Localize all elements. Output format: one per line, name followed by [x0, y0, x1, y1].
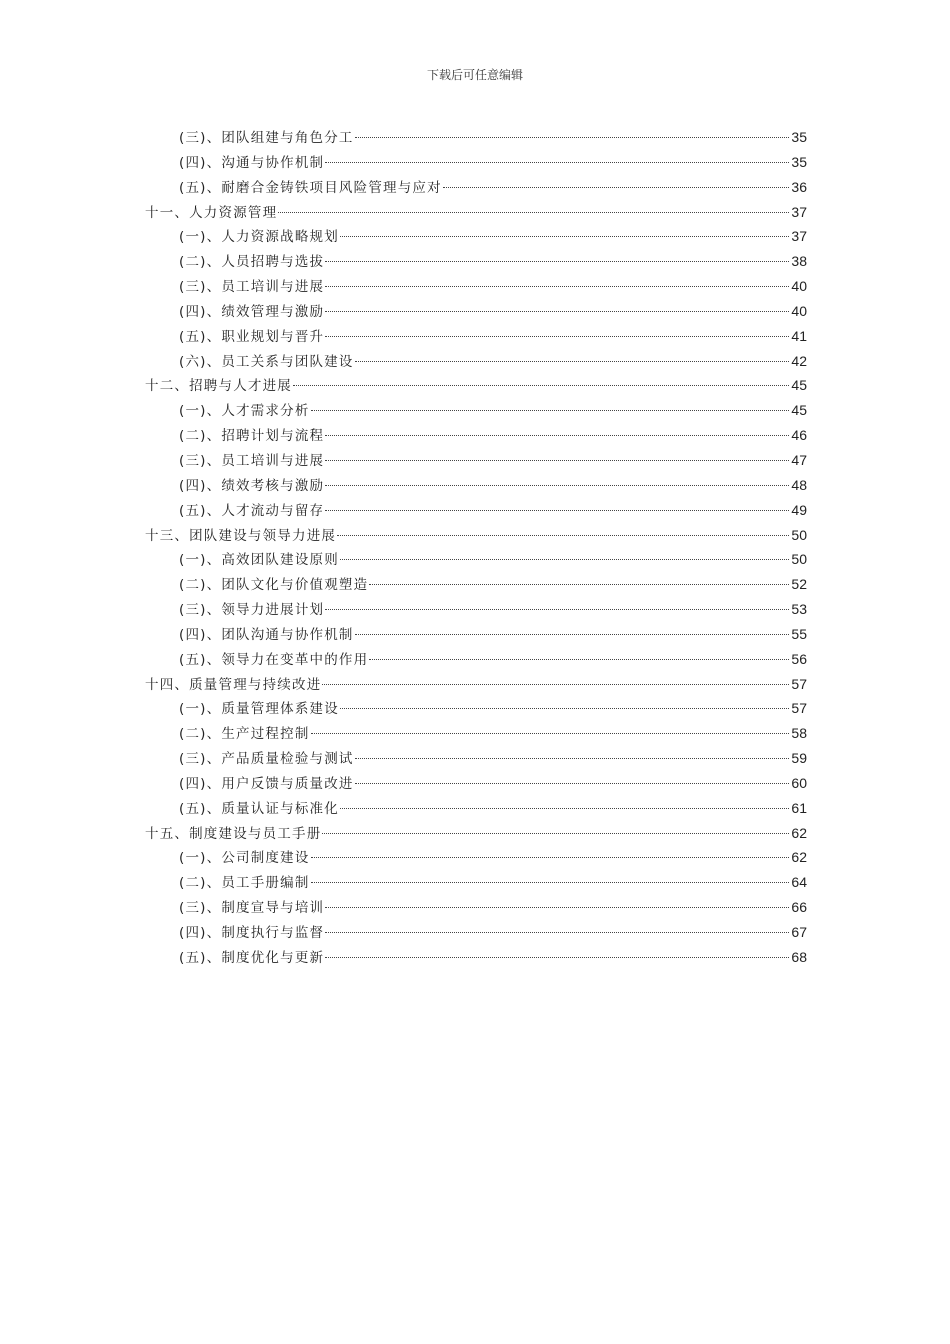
toc-entry-title: (四)、用户反馈与质量改进 — [179, 775, 354, 792]
toc-dot-leader — [337, 534, 789, 536]
toc-dot-leader — [325, 956, 789, 958]
toc-entry-title: (三)、员工培训与进展 — [179, 279, 325, 296]
toc-section-entry[interactable] — [145, 498, 807, 523]
toc-entry-title: (四)、制度执行与监督 — [179, 925, 325, 941]
toc-entry-title: (三)、领导力进展计划 — [179, 602, 325, 619]
toc-section-entry[interactable] — [145, 572, 807, 597]
toc-entry-title: (一)、公司制度建设 — [179, 850, 310, 867]
toc-entry-title: (五)、耐磨合金铸铁项目风险管理与应对 — [179, 179, 442, 196]
toc-entry-title: (二)、生产过程控制 — [179, 726, 310, 743]
toc-page-number: 57 — [791, 675, 807, 692]
toc-dot-leader — [325, 608, 789, 610]
toc-section-entry[interactable] — [145, 771, 807, 796]
toc-entry-title: (三)、员工培训与进展 — [179, 452, 325, 469]
toc-dot-leader — [340, 807, 789, 809]
toc-entry-title: (三)、团队组建与角色分工 — [179, 130, 354, 146]
toc-dot-leader — [325, 434, 789, 436]
toc-entry-title: 十三、团队建设与领导力进展 — [145, 527, 337, 544]
toc-page-number: 40 — [791, 278, 807, 295]
toc-page-number: 62 — [791, 824, 807, 841]
toc-entry-title: 十四、质量管理与持续改进 — [145, 676, 322, 693]
toc-dot-leader — [325, 335, 789, 337]
toc-page-number: 46 — [791, 427, 807, 444]
toc-entry-title: (四)、绩效考核与激励 — [179, 477, 325, 494]
toc-page-number: 45 — [791, 377, 807, 394]
toc-dot-leader — [443, 186, 790, 188]
toc-page-number: 57 — [791, 700, 807, 717]
toc-page-number: 42 — [791, 352, 807, 369]
toc-dot-leader — [278, 211, 789, 213]
toc-section-entry[interactable] — [145, 299, 807, 324]
toc-dot-leader — [325, 260, 789, 262]
toc-dot-leader — [325, 161, 789, 163]
toc-section-entry[interactable] — [145, 448, 807, 473]
toc-entry-title: (五)、领导力在变革中的作用 — [179, 651, 369, 668]
toc-entry-title: (三)、产品质量检验与测试 — [179, 751, 354, 768]
toc-page-number: 35 — [791, 153, 807, 170]
toc-entry-title: (五)、质量认证与标准化 — [179, 800, 339, 817]
toc-section-entry[interactable] — [145, 224, 807, 249]
toc-entry-title: (二)、招聘计划与流程 — [179, 428, 325, 445]
toc-dot-leader — [325, 906, 789, 908]
toc-page-number: 36 — [791, 178, 807, 195]
toc-entry-title: (五)、制度优化与更新 — [179, 949, 325, 966]
toc-dot-leader — [369, 583, 789, 585]
toc-section-entry[interactable] — [145, 870, 807, 895]
toc-dot-leader — [355, 136, 790, 138]
toc-dot-leader — [369, 658, 789, 660]
toc-entry-title: (四)、沟通与协作机制 — [179, 154, 325, 171]
toc-dot-leader — [311, 881, 790, 883]
toc-section-entry[interactable] — [145, 622, 807, 647]
toc-dot-leader — [293, 384, 789, 386]
toc-section-entry[interactable] — [145, 845, 807, 870]
toc-section-entry[interactable] — [145, 274, 807, 299]
toc-page-number: 40 — [791, 302, 807, 319]
toc-page-number: 38 — [791, 253, 807, 270]
toc-entry-title: 十五、制度建设与员工手册 — [145, 825, 322, 842]
toc-page-number: 52 — [791, 576, 807, 593]
toc-chapter-entry[interactable] — [145, 821, 807, 846]
toc-page-number: 61 — [791, 799, 807, 816]
toc-page-number: 66 — [791, 899, 807, 916]
toc-dot-leader — [355, 782, 790, 784]
toc-page-number: 58 — [791, 725, 807, 742]
toc-entry-title: 十一、人力资源管理 — [145, 204, 278, 221]
toc-chapter-entry[interactable] — [145, 200, 807, 225]
toc-page-number: 50 — [791, 526, 807, 543]
toc-section-entry[interactable] — [145, 721, 807, 746]
toc-entry-title: (四)、团队沟通与协作机制 — [179, 626, 354, 643]
toc-section-entry[interactable] — [145, 945, 807, 970]
toc-section-entry[interactable] — [145, 696, 807, 721]
toc-entry-title: (一)、人力资源战略规划 — [179, 229, 339, 246]
toc-page-number: 47 — [791, 451, 807, 468]
table-of-contents — [145, 125, 807, 970]
toc-page-number: 37 — [791, 228, 807, 245]
toc-page-number: 41 — [791, 327, 807, 344]
toc-page-number: 48 — [791, 476, 807, 493]
toc-section-entry[interactable] — [145, 150, 807, 175]
toc-page-number: 56 — [791, 650, 807, 667]
toc-section-entry[interactable] — [145, 423, 807, 448]
toc-entry-title: (一)、人才需求分析 — [179, 403, 310, 420]
toc-dot-leader — [340, 707, 789, 709]
toc-chapter-entry[interactable] — [145, 672, 807, 697]
toc-dot-leader — [311, 856, 790, 858]
toc-dot-leader — [322, 832, 789, 834]
toc-section-entry[interactable] — [145, 324, 807, 349]
toc-page-number: 68 — [791, 948, 807, 965]
toc-section-entry[interactable] — [145, 547, 807, 572]
toc-dot-leader — [325, 285, 789, 287]
toc-dot-leader — [325, 310, 789, 312]
toc-dot-leader — [340, 558, 789, 560]
toc-chapter-entry[interactable] — [145, 523, 807, 548]
toc-dot-leader — [355, 633, 790, 635]
toc-dot-leader — [340, 235, 789, 237]
toc-dot-leader — [325, 931, 789, 933]
toc-entry-title: (三)、制度宣导与培训 — [179, 900, 325, 917]
toc-section-entry[interactable] — [145, 920, 807, 945]
toc-dot-leader — [322, 683, 789, 685]
toc-section-entry[interactable] — [145, 473, 807, 498]
toc-entry-title: (四)、绩效管理与激励 — [179, 303, 325, 320]
toc-entry-title: (五)、人才流动与留存 — [179, 502, 325, 519]
toc-section-entry[interactable] — [145, 597, 807, 622]
toc-entry-title: (六)、员工关系与团队建设 — [179, 353, 354, 370]
page-header: 下载后可任意编辑 — [426, 68, 523, 82]
toc-page-number: 50 — [791, 551, 807, 568]
toc-dot-leader — [325, 484, 789, 486]
toc-entry-title: (一)、质量管理体系建设 — [179, 701, 339, 718]
toc-section-entry[interactable] — [145, 746, 807, 771]
toc-entry-title: 十二、招聘与人才进展 — [145, 378, 292, 395]
toc-entry-title: (一)、高效团队建设原则 — [179, 552, 339, 569]
toc-section-entry[interactable] — [145, 125, 807, 150]
toc-entry-title: (二)、团队文化与价值观塑造 — [179, 577, 369, 594]
toc-page-number: 45 — [791, 402, 807, 419]
toc-dot-leader — [311, 732, 790, 734]
toc-section-entry[interactable] — [145, 175, 807, 200]
toc-page-number: 59 — [791, 750, 807, 767]
toc-page-number: 53 — [791, 601, 807, 618]
toc-page-number: 67 — [791, 924, 807, 940]
toc-page-number: 35 — [791, 129, 807, 145]
toc-chapter-entry[interactable] — [145, 373, 807, 398]
toc-dot-leader — [355, 757, 790, 759]
toc-page-number: 55 — [791, 625, 807, 642]
toc-dot-leader — [355, 360, 790, 362]
toc-section-entry[interactable] — [145, 796, 807, 821]
toc-section-entry[interactable] — [145, 895, 807, 920]
toc-page-number: 49 — [791, 501, 807, 518]
toc-dot-leader — [311, 409, 790, 411]
toc-page-number: 37 — [791, 203, 807, 220]
toc-entry-title: (五)、职业规划与晋升 — [179, 328, 325, 345]
toc-dot-leader — [325, 509, 789, 511]
toc-dot-leader — [325, 459, 789, 461]
toc-entry-title: (二)、员工手册编制 — [179, 875, 310, 892]
toc-page-number: 60 — [791, 774, 807, 791]
toc-entry-title: (二)、人员招聘与选拔 — [179, 254, 325, 271]
toc-section-entry[interactable] — [145, 398, 807, 423]
toc-section-entry[interactable] — [145, 647, 807, 672]
toc-section-entry[interactable] — [145, 349, 807, 374]
toc-page-number: 62 — [791, 849, 807, 866]
toc-section-entry[interactable] — [145, 249, 807, 274]
toc-page-number: 64 — [791, 874, 807, 891]
